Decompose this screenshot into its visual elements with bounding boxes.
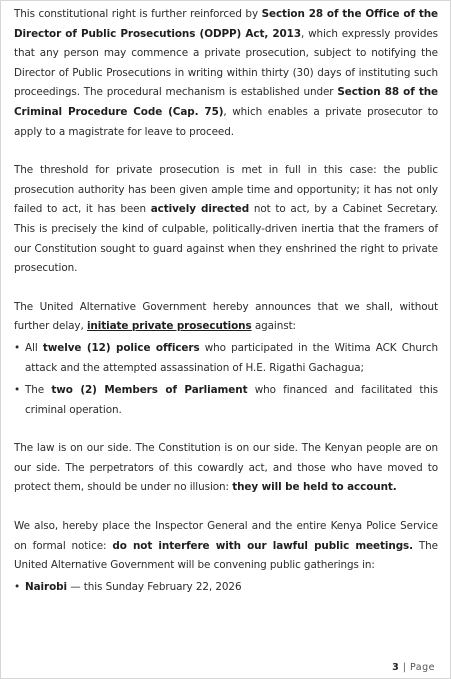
bold-underlined-text-run: initiate private prosecutions — [86, 320, 252, 333]
paragraph-odpp-act — [14, 5, 438, 142]
bullet-glyph: • — [14, 384, 21, 397]
text-run: The threshold for private prosecution is met in full in this case: the public prosecution authority has been given ample time and opportunity; it has not only failed to act, it has been — [14, 164, 438, 216]
list-item-police-officers — [14, 339, 438, 378]
text-run: not to act, by a Cabinet Secretary. This is precisely the kind of culpable, politically-driven inertia that the framers of our Constitution sought to guard against when they enshrined the right to private prosecution. — [14, 203, 438, 275]
text-run: , which enables a private prosecutor to apply to a magistrate for leave to proceed. — [14, 105, 438, 138]
page-separator: | — [399, 662, 410, 673]
bold-text-run: Section 88 of the Criminal Procedure Code (Cap. 75) — [14, 86, 439, 118]
bold-text-run: actively directed — [150, 203, 250, 216]
text-run: who participated in the Witima ACK Church attack and the attempted assassination of H.E. Rigathi Gachagua; — [25, 341, 438, 374]
bold-text-run: Section 28 of the Office of the Director of Public Prosecutions (ODPP) Act, 2013 — [14, 8, 438, 40]
paragraph-formal-notice — [14, 517, 438, 576]
text-run: The United Alternative Government hereby announces that we shall, without further delay, — [14, 300, 438, 333]
text-run: The law is on our side. The Constitution is on our side. The Kenyan people are on our side. The perpetrators of this cowardly act, and those who have moved to protect them, should be under no illusion: — [14, 442, 438, 494]
text-run: The — [25, 384, 52, 397]
page-number: 3 — [392, 662, 400, 673]
text-run: — this Sunday February 22, 2026 — [66, 580, 242, 593]
page-label: Page — [410, 662, 435, 673]
text-run: The United Alternative Government will be convening public gatherings in: — [14, 539, 438, 572]
text-run: against: — [251, 320, 296, 333]
document-body — [14, 5, 438, 597]
text-run: , which expressly provides that any person may commence a private prosecution, subject to notifying the Director of Public Prosecutions in writing within thirty (30) days of instituting such proceedings. The procedural mechanism is established under — [14, 27, 438, 99]
text-run: We also, hereby place the Inspector General and the entire Kenya Police Service on formal notice: — [14, 520, 438, 552]
bold-text-run: two (2) Members of Parliament — [51, 384, 248, 397]
bold-text-run: they will be held to account. — [232, 481, 397, 494]
page-number-footer — [392, 662, 435, 673]
text-run: All — [25, 341, 43, 354]
bold-text-run: Nairobi — [25, 580, 67, 593]
list-item-nairobi — [14, 578, 438, 598]
paragraph-threshold — [14, 161, 438, 279]
text-run: who financed and facilitated this criminal operation. — [25, 384, 438, 416]
bullet-glyph: • — [14, 580, 21, 593]
paragraph-law-on-our-side — [14, 439, 438, 498]
list-item-members-of-parliament — [14, 381, 438, 420]
bold-text-run: twelve (12) police officers — [42, 341, 200, 354]
text-run: This constitutional right is further reinforced by — [14, 8, 262, 20]
bullet-glyph: • — [14, 341, 21, 354]
paragraph-announcement — [14, 298, 438, 337]
bold-text-run: do not interfere with our lawful public meetings. — [112, 539, 414, 552]
